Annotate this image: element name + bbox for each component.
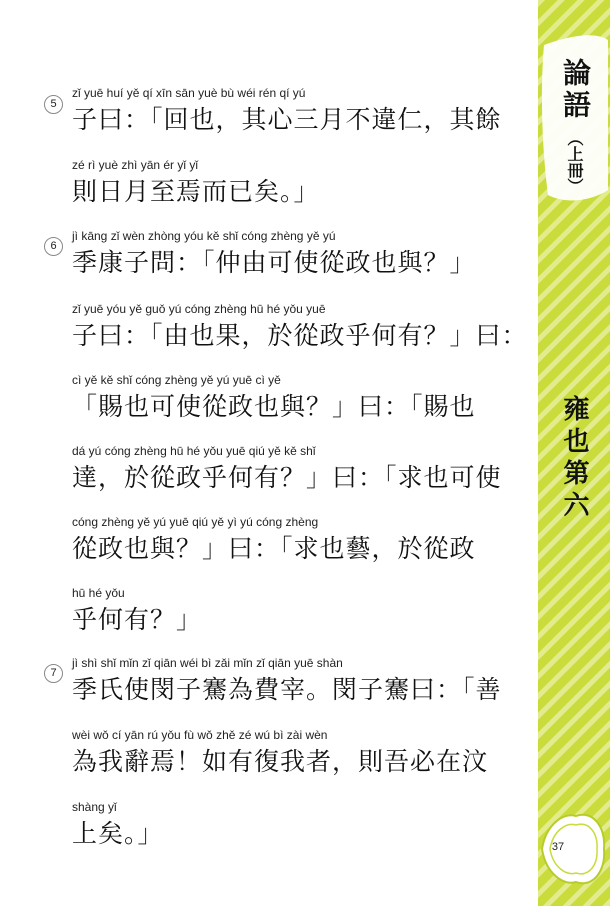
- verse-number: 6: [44, 237, 63, 256]
- chinese-line: 為我辭焉！如有復我者，則吾必在汶: [72, 747, 489, 776]
- chinese-line: 子曰：「由也果，於從政乎何有？」曰：: [72, 321, 528, 350]
- pinyin-line: cì yě kě shǐ cóng zhèng yě yú yuē cì yě: [72, 373, 281, 387]
- volume-label: （上冊）: [565, 130, 584, 194]
- pinyin-line: wèi wǒ cí yān rú yǒu fù wǒ zhě zé wú bì zài wèn: [72, 728, 328, 742]
- verse-number: 7: [44, 664, 63, 683]
- chinese-line: 則日月至焉而已矣。」: [72, 177, 320, 206]
- pinyin-line: dá yú cóng zhèng hū hé yǒu yuē qiú yě kě shǐ: [72, 444, 316, 458]
- chinese-line: 從政也與？」曰：「求也藝，於從政: [72, 534, 476, 563]
- book-title: 論語: [559, 58, 592, 122]
- chinese-line: 達，於從政乎何有？」曰：「求也可使: [72, 463, 502, 492]
- verse-number: 5: [44, 95, 63, 114]
- pinyin-line: jì shì shǐ mǐn zǐ qiān wéi bì zǎi mǐn zǐ qiān yuē shàn: [72, 656, 343, 670]
- pinyin-line: zé rì yuè zhì yān ér yǐ yǐ: [72, 158, 199, 172]
- chinese-line: 上矣。」: [72, 819, 164, 848]
- chapter-title: 雍也第六: [559, 395, 589, 523]
- chinese-line: 乎何有？」: [72, 605, 203, 634]
- pinyin-line: cóng zhèng yě yú yuē qiú yě yì yú cóng zhèng: [72, 515, 319, 529]
- pinyin-line: hū hé yǒu: [72, 586, 125, 600]
- pinyin-line: jì kāng zǐ wèn zhòng yóu kě shǐ cóng zhèng yě yú: [72, 229, 336, 243]
- chinese-line: 季康子問：「仲由可使從政也與？」: [72, 248, 476, 277]
- pinyin-line: zǐ yuē huí yě qí xīn sān yuè bù wéi rén qí yú: [72, 86, 306, 100]
- pinyin-line: shàng yǐ: [72, 800, 117, 814]
- page-number: 37: [551, 841, 565, 853]
- chinese-line: 「賜也可使從政也與？」曰：「賜也: [72, 392, 476, 421]
- chinese-line: 季氏使閔子騫為費宰。閔子騫曰：「善: [72, 675, 502, 704]
- pinyin-line: zǐ yuē yóu yě guǒ yú cóng zhèng hū hé yǒu yuē: [72, 302, 326, 316]
- chinese-line: 子曰：「回也，其心三月不違仁，其餘: [72, 105, 502, 134]
